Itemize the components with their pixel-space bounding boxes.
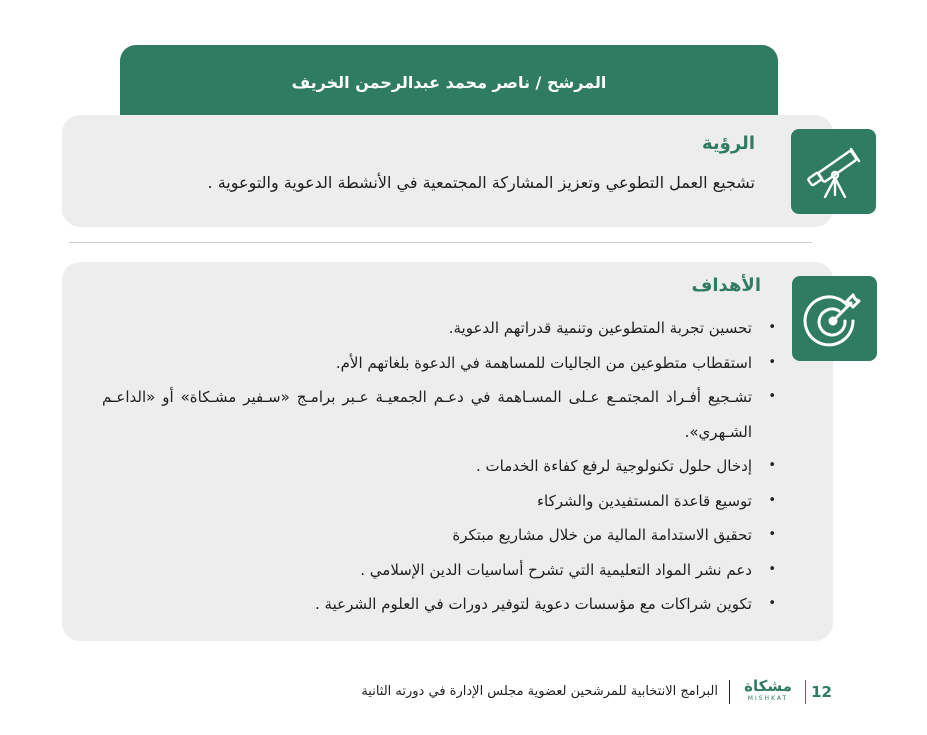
- vision-card: [62, 115, 833, 227]
- footer-caption: البرامج الانتخابية للمرشحين لعضوية مجلس الإدارة في دورته الثانية: [361, 684, 718, 699]
- telescope-icon: [803, 141, 865, 203]
- goal-item: • تشـجيع أفـراد المجتمـع عـلى المسـاهمة في دعـم الجمعيـة عـبر برامـج «سـفير مشـكاة» أو «الداعـم الشـهري».: [102, 380, 752, 449]
- page-number: 12: [811, 683, 832, 701]
- goal-item: • تحقيق الاستدامة المالية من خلال مشاريع مبتكرة: [102, 518, 752, 553]
- goal-item: • تكوين شراكات مع مؤسسات دعوية لتوفير دورات في العلوم الشرعية .: [102, 587, 752, 622]
- logo-english: MISHKAT: [747, 695, 789, 702]
- vision-text: تشجيع العمل التطوعي وتعزيز المشاركة المجتمعية في الأنشطة الدعوية والتوعوية .: [207, 173, 755, 192]
- logo-arabic: مشكاة: [744, 677, 792, 695]
- target-dart-icon: [803, 287, 867, 351]
- goal-item: • تحسين تجربة المتطوعين وتنمية قدراتهم الدعوية.: [102, 311, 752, 346]
- footer-separator: [729, 680, 730, 704]
- goal-item: • توسيع قاعدة المستفيدين والشركاء: [102, 484, 752, 519]
- goals-icon-box: [792, 276, 877, 361]
- section-divider: [69, 242, 812, 243]
- vision-title: الرؤية: [702, 133, 755, 154]
- goals-title: الأهداف: [691, 275, 761, 296]
- page-footer: [280, 677, 840, 706]
- goal-item: • استقطاب متطوعين من الجاليات للمساهمة في الدعوة بلغاتهم الأم.: [102, 346, 752, 381]
- goals-list: [102, 311, 752, 622]
- footer-separator: [805, 680, 806, 704]
- candidate-name: المرشح / ناصر محمد عبدالرحمن الخريف: [291, 73, 607, 92]
- goal-item: • إدخال حلول تكنولوجية لرفع كفاءة الخدمات .: [102, 449, 752, 484]
- vision-icon-box: [791, 129, 876, 214]
- goal-item: • دعم نشر المواد التعليمية التي تشرح أساسيات الدين الإسلامي .: [102, 553, 752, 588]
- mishkat-logo: [742, 678, 794, 703]
